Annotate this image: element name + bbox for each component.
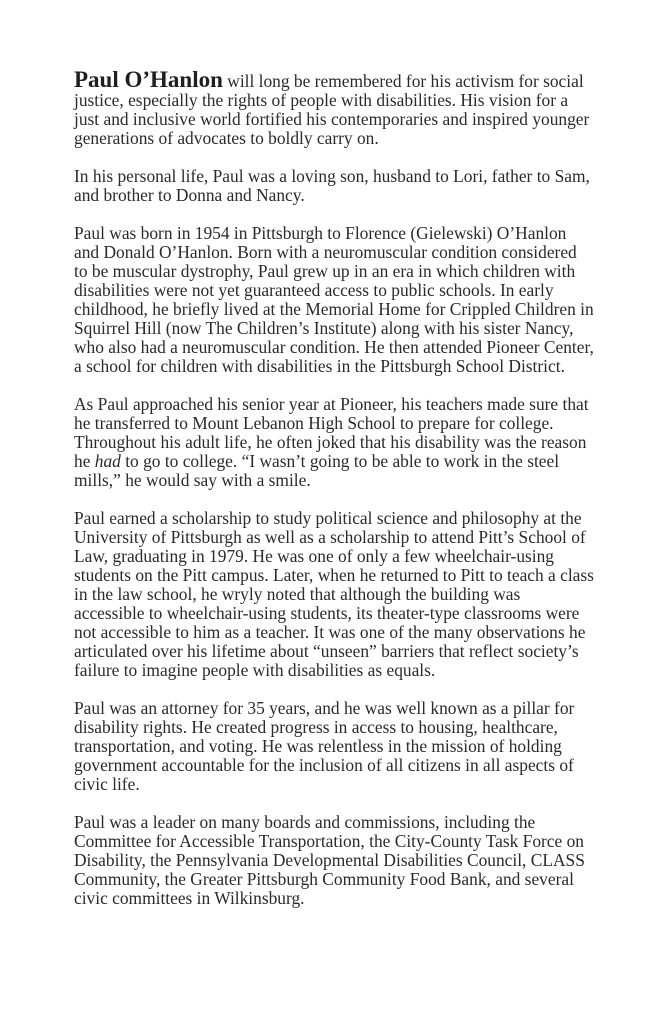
- personal-life-paragraph: In his personal life, Paul was a loving son, husband to Lori, father to Sam, and brother to Donna and Nancy.: [74, 166, 590, 205]
- intro-paragraph: [74, 67, 594, 148]
- subject-name: Paul O’Hanlon: [74, 67, 223, 92]
- high-school-text-after: to go to college. “I wasn’t going to be able to work in the steel mills,” he would say with a smile.: [74, 451, 560, 490]
- early-life-paragraph: Paul was born in 1954 in Pittsburgh to Florence (Gielewski) O’Hanlon and Donald O’Hanlon. Born with a neuromuscular condition considered to be muscular dystrophy, Paul grew up in an era in which children with disabilities were not yet guaranteed access to public schools. In early childhood, he briefly lived at the Memorial Home for Crippled Children in Squirrel Hill (now The Children’s Institute) along with his sister Nancy, who also had a neuromuscular condition. He then attended Pioneer Center, a school for children with disabilities in the Pittsburgh School District.: [74, 223, 594, 376]
- intro-text: will long be remembered for his activism for social justice, especially the rights of people with disabilities. His vision for a just and inclusive world fortified his contemporaries and inspired younger generations of advocates to boldly carry on.: [74, 71, 590, 148]
- emphasis-had: had: [94, 451, 121, 471]
- career-paragraph: Paul was an attorney for 35 years, and he was well known as a pillar for disability rights. He created progress in access to housing, healthcare, transportation, and voting. He was relentless in the mission of holding government accountable for the inclusion of all citizens in all aspects of civic life.: [74, 698, 575, 794]
- leadership-paragraph: Paul was a leader on many boards and commissions, including the Committee for Accessible Transportation, the City-County Task Force on Disability, the Pennsylvania Developmental Disabilities Council, CLASS Community, the Greater Pittsburgh Community Food Bank, and several civic committees in Wilkinsburg.: [74, 812, 585, 908]
- high-school-paragraph: [74, 395, 594, 490]
- high-school-text-before: As Paul approached his senior year at Pioneer, his teachers made sure that he transferred to Mount Lebanon High School to prepare for college. Throughout his adult life, he often joked that his disability was the reason he: [74, 394, 589, 471]
- obituary-document: [74, 67, 594, 927]
- education-paragraph: Paul earned a scholarship to study political science and philosophy at the University of Pittsburgh as well as a scholarship to attend Pitt’s School of Law, graduating in 1979. He was one of only a few wheelchair-using students on the Pitt campus. Later, when he returned to Pitt to teach a class in the law school, he wryly noted that although the building was accessible to wheelchair-using students, its theater-type classrooms were not accessible to him as a teacher. It was one of the many observations he articulated over his lifetime about “unseen” barriers that reflect society’s failure to imagine people with disabilities as equals.: [74, 508, 594, 680]
